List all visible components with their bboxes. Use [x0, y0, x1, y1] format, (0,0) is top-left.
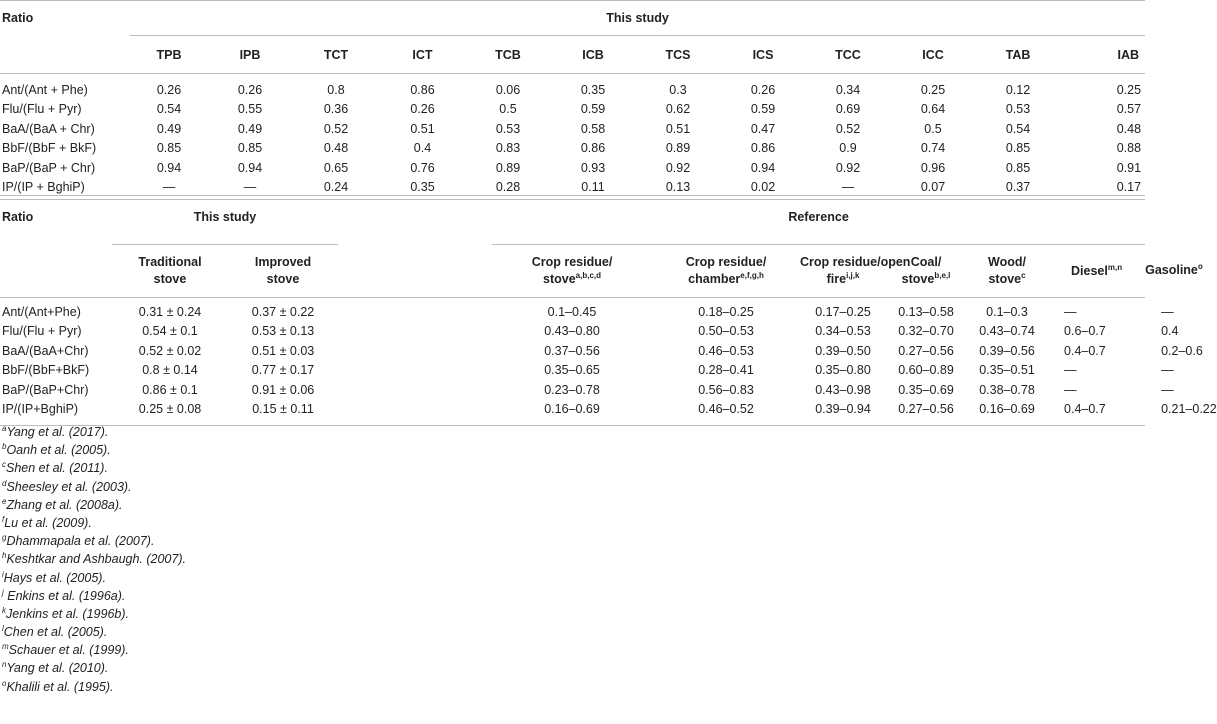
table2-column-header-line2: chamber [688, 272, 741, 286]
table1-column-header: ICB [551, 36, 635, 74]
footnote [2, 569, 186, 587]
table1-cell: 0.58 [580, 121, 606, 136]
table-row: BbF/(BbF+BkF) 0.8 ± 0.14 0.77 ± 0.17 0.35–0.65 0.28–0.41 0.35–0.80 0.60–0.89 0.35–0.51 — — [0, 361, 1145, 381]
table1-column-header: ICC [891, 36, 975, 74]
table-row [0, 119, 1145, 139]
table1-row-label: BaA/(BaA + Chr) [2, 121, 95, 136]
table1-cell: 0.07 [891, 178, 975, 200]
table2-cell: 0.39–0.94 [800, 400, 886, 426]
table2-column-header-line1: Gasoline [1145, 263, 1198, 278]
table2-cell: 0.4–0.7 [1048, 400, 1145, 426]
table2-column-header-line2: stove [901, 272, 935, 286]
footnote-mark: b [2, 442, 7, 452]
table2-cell: 0.77 ± 0.17 [251, 363, 315, 378]
table2-cell: 0.43–0.98 [815, 382, 871, 397]
table2-cell: 0.27–0.56 [898, 343, 954, 358]
table1-cell: 0.91 [1116, 160, 1142, 175]
footnote-text: Hays et al. (2005). [3, 570, 106, 585]
table1-cell: 0.49 [237, 121, 263, 136]
table1-cell: 0.28 [465, 178, 551, 200]
table1-cell: 0.51 [410, 121, 435, 136]
footnote [2, 514, 186, 532]
table2-column-header-line1: Crop residue/ [531, 255, 613, 269]
table2-cell: 0.91 ± 0.06 [251, 382, 315, 397]
table1-row-label: BbF/(BbF + BkF) [2, 141, 97, 156]
footnote-mark: d [2, 478, 7, 488]
table1-cell: 0.26 [750, 82, 776, 97]
table-row [0, 100, 1145, 120]
footnote-mark: k [2, 605, 6, 615]
ratio-table-this-study [0, 0, 1145, 200]
table1-cell: 0.06 [495, 82, 521, 97]
table2-cell: 0.56–0.83 [698, 382, 754, 397]
table1-cell: 0.17 [1061, 178, 1145, 200]
table1-cell: 0.86 [410, 82, 435, 97]
footnote-text: Schauer et al. (1999). [8, 643, 129, 658]
table2-cell: 0.51 ± 0.03 [251, 343, 315, 358]
table1-row-label: IP/(IP + BghiP) [0, 178, 130, 200]
table1-cell: 0.59 [750, 102, 776, 117]
table2-this-study-header: This study [112, 196, 338, 245]
table1-row-label: Ant/(Ant + Phe) [2, 82, 88, 97]
table2-cell: 0.34–0.53 [815, 324, 871, 339]
ratio-table-comparison [0, 195, 1217, 426]
table1-cell: 0.49 [156, 121, 182, 136]
table-row: BaP/(BaP+Chr) 0.86 ± 0.1 0.91 ± 0.06 0.23–0.78 0.56–0.83 0.43–0.98 0.35–0.69 0.38–0.78 — — [0, 380, 1145, 400]
table1-ratio-header: Ratio [0, 1, 130, 36]
table2-column-header [966, 245, 1048, 298]
footnote [2, 496, 186, 514]
table1-cell: — [805, 178, 891, 200]
footnote [2, 459, 186, 477]
footnote-mark: c [2, 460, 6, 470]
table1-cell: 0.62 [665, 102, 691, 117]
table2-cell: 0.1–0.3 [986, 304, 1028, 319]
table1-cell: 0.69 [835, 102, 861, 117]
table2-column-header [800, 245, 911, 298]
table1-cell: — [208, 178, 292, 200]
table2-column-header [886, 245, 966, 298]
table2-column-header [1048, 245, 1145, 298]
table2-column-header-line1: Improved [254, 255, 312, 269]
reference-superscript: i,j,k [846, 271, 860, 280]
footnote-text: Jenkins et al. (1996b). [6, 606, 129, 621]
table2-cell: 0.13–0.58 [898, 304, 954, 319]
table1-cell: 0.11 [551, 178, 635, 200]
table2-cell: 0.8 ± 0.14 [142, 363, 198, 378]
table1-column-header: TCC [805, 36, 891, 74]
table2-column-header-line2: stove [988, 272, 1022, 286]
table2-row-label: BbF/(BbF+BkF) [2, 363, 90, 378]
table-row [0, 158, 1145, 178]
table2-cell: 0.46–0.53 [698, 343, 754, 358]
table1-column-header: ICS [721, 36, 805, 74]
table1-cell: 0.53 [1005, 102, 1031, 117]
table1-cell: 0.3 [669, 82, 687, 97]
table1-cell: 0.25 [1116, 82, 1142, 97]
table2-row-label: Ant/(Ant+Phe) [2, 304, 81, 319]
table-row [0, 139, 1145, 159]
table1-cell: 0.85 [156, 141, 182, 156]
table2-cell: 0.23–0.78 [544, 382, 600, 397]
reference-superscript: o [1197, 262, 1203, 272]
table2-column-header-line2: stove [266, 272, 300, 286]
table1-cell: 0.52 [835, 121, 861, 136]
table1-cell: 0.89 [495, 160, 521, 175]
table-row: Ant/(Ant+Phe) 0.31 ± 0.24 0.37 ± 0.22 0.1–0.45 0.18–0.25 0.17–0.25 0.13–0.58 0.1–0.3 — — [0, 298, 1145, 322]
table2-row-label: Flu/(Flu + Pyr) [2, 324, 82, 339]
table2-cell: 0.39–0.56 [979, 343, 1035, 358]
table-row: Flu/(Flu + Pyr) 0.54 ± 0.1 0.53 ± 0.13 0.43–0.80 0.50–0.53 0.34–0.53 0.32–0.70 0.43–0.74 0.6–0.7 0.4 [0, 322, 1145, 342]
table2-cell: — [1064, 382, 1077, 397]
footnote [2, 478, 186, 496]
table2-column-header [112, 245, 228, 298]
table1-column-header: TPB [130, 36, 208, 74]
table1-cell: 0.51 [665, 121, 691, 136]
footnote-text: Zhang et al. (2008a). [6, 497, 123, 512]
table1-column-header: TCT [292, 36, 380, 74]
table2-cell: 0.37–0.56 [544, 343, 600, 358]
table2-reference-header: Reference [492, 196, 1145, 245]
table1-cell: 0.13 [635, 178, 721, 200]
table1-cell: 0.26 [156, 82, 182, 97]
footnote [2, 532, 186, 550]
table2-column-header-line2: stove [153, 272, 187, 286]
table1-cell: 0.92 [835, 160, 861, 175]
footnote [2, 587, 186, 605]
table1-cell: 0.55 [237, 102, 263, 117]
footnote-mark: i [2, 569, 4, 579]
footnote-mark: l [2, 624, 4, 634]
table1-cell: 0.37 [975, 178, 1061, 200]
table1-cell: 0.36 [323, 102, 349, 117]
footnote-mark: h [2, 551, 7, 561]
table2-cell: 0.35–0.65 [544, 363, 600, 378]
table1-cell: 0.4 [413, 141, 432, 156]
table1-cell: 0.94 [237, 160, 263, 175]
table2-cell: 0.25 ± 0.08 [112, 400, 228, 426]
table2-cell: 0.18–0.25 [698, 304, 754, 319]
table1-cell: 0.47 [750, 121, 776, 136]
table1-column-header: IPB [208, 36, 292, 74]
footnote [2, 623, 186, 641]
footnote-mark: g [2, 533, 7, 543]
footnote-text: Oanh et al. (2005). [6, 443, 111, 458]
footnote-text: Yang et al. (2010). [6, 661, 109, 676]
table2-column-header-line1: Diesel [1071, 263, 1108, 278]
table2-column-header-line1: Crop residue/ [685, 255, 767, 269]
table1-cell: 0.85 [1005, 141, 1031, 156]
table1-column-header: TCB [465, 36, 551, 74]
footnote-mark: a [2, 424, 7, 433]
reference-superscript: b,e,l [934, 271, 951, 280]
table1-row-label: Flu/(Flu + Pyr) [2, 102, 82, 117]
table1-cell: 0.96 [920, 160, 946, 175]
table2-cell: 0.39–0.50 [815, 343, 871, 358]
table2-cell: 0.16–0.69 [966, 400, 1048, 426]
footnote [2, 550, 186, 568]
table1-column-header: TCS [635, 36, 721, 74]
table2-cell: 0.35–0.51 [979, 363, 1035, 378]
table2-cell: — [1064, 304, 1077, 319]
table2-cell: 0.16–0.69 [492, 400, 652, 426]
table1-cell: 0.24 [292, 178, 380, 200]
table1-cell: 0.89 [665, 141, 691, 156]
table1-cell: 0.5 [924, 121, 942, 136]
footnote-text: Chen et al. (2005). [3, 625, 108, 640]
table1-cell: 0.54 [156, 102, 182, 117]
table2-cell: 0.43–0.80 [544, 324, 600, 339]
table1-cell: 0.52 [323, 121, 349, 136]
footnote-text: Yang et al. (2017). [6, 425, 109, 439]
table2-cell: 0.32–0.70 [898, 324, 954, 339]
table1-cell: 0.86 [580, 141, 606, 156]
table2-column-header-line1: Crop residue/open [800, 255, 911, 269]
table1-cell: 0.85 [237, 141, 263, 156]
table-row [0, 74, 1145, 100]
table2-cell: 0.60–0.89 [898, 363, 954, 378]
table1-cell: 0.92 [665, 160, 691, 175]
table1-cell: 0.53 [495, 121, 521, 136]
table1-cell: 0.25 [920, 82, 946, 97]
table2-cell: 0.54 ± 0.1 [142, 324, 198, 339]
table2-cell: 0.38–0.78 [979, 382, 1035, 397]
footnote-text: Sheesley et al. (2003). [6, 479, 132, 494]
table2-cell: — [1064, 363, 1077, 378]
table2-row-label: BaP/(BaP+Chr) [2, 382, 89, 397]
footnote-text: Lu et al. (2009). [4, 515, 92, 530]
table2-cell: 0.6–0.7 [1064, 324, 1106, 339]
table2-cell: 0.53 ± 0.13 [251, 324, 315, 339]
footnote-mark: o [2, 678, 7, 688]
table1-cell: 0.12 [1005, 82, 1031, 97]
table2-column-header-line1: Coal/ [910, 255, 942, 269]
footnote-text: Keshtkar and Ashbaugh. (2007). [6, 552, 186, 567]
table1-cell: 0.26 [237, 82, 263, 97]
table2-column-header-line1: Wood/ [988, 255, 1026, 269]
table2-cell: 0.17–0.25 [815, 304, 871, 319]
table1-cell: 0.35 [580, 82, 606, 97]
footnote-text: Khalili et al. (1995). [6, 679, 114, 694]
table2-column-header [652, 245, 800, 298]
table1-cell: 0.94 [750, 160, 776, 175]
table2-column-header [492, 245, 652, 298]
footnotes [2, 423, 186, 696]
footnote [2, 441, 186, 459]
table2-column-header-line1: Traditional [138, 255, 202, 269]
table2-cell: 0.35–0.69 [898, 382, 954, 397]
table1-cell: 0.9 [839, 141, 857, 156]
table1-cell: 0.76 [410, 160, 435, 175]
table1-cell: 0.5 [499, 102, 517, 117]
reference-superscript: m,n [1107, 262, 1123, 272]
table1-cell: 0.94 [156, 160, 182, 175]
table1-cell: 0.35 [380, 178, 465, 200]
table1-row-label: BaP/(BaP + Chr) [2, 160, 96, 175]
table2-cell: 0.28–0.41 [698, 363, 754, 378]
table1-cell: 0.48 [1116, 121, 1142, 136]
table2-row-label: IP/(IP+BghiP) [0, 400, 112, 426]
table2-column-header-line2: fire [826, 272, 847, 286]
table1-cell: 0.54 [1005, 121, 1031, 136]
table-row: BaA/(BaA+Chr) 0.52 ± 0.02 0.51 ± 0.03 0.37–0.56 0.46–0.53 0.39–0.50 0.27–0.56 0.39–0.56 0.4–0.7 0.2–0.6 [0, 341, 1145, 361]
footnote-text: Enkins et al. (1996a). [3, 588, 126, 603]
table2-cell: 0.31 ± 0.24 [138, 304, 202, 319]
table2-cell: 0.15 ± 0.11 [228, 400, 338, 426]
table2-cell: 0.50–0.53 [698, 324, 754, 339]
reference-superscript: c [1021, 271, 1026, 280]
footnote-mark: j [2, 587, 4, 597]
table1-cell: 0.26 [410, 102, 435, 117]
table1-cell: 0.59 [580, 102, 606, 117]
table2-ratio-header: Ratio [0, 196, 112, 245]
footnote [2, 423, 186, 441]
footnote-text: Shen et al. (2011). [6, 461, 108, 476]
table2-cell: 0.27–0.56 [886, 400, 966, 426]
table1-cell: 0.8 [327, 82, 345, 97]
table2-column-header [228, 245, 338, 298]
table2-cell: 0.37 ± 0.22 [251, 304, 315, 319]
table1-cell: 0.93 [580, 160, 606, 175]
table2-cell: 0.52 ± 0.02 [138, 343, 202, 358]
table1-cell: 0.74 [920, 141, 946, 156]
table1-cell: — [130, 178, 208, 200]
table1-column-header: TAB [975, 36, 1061, 74]
table1-cell: 0.65 [323, 160, 349, 175]
table1-cell: 0.57 [1116, 102, 1142, 117]
table2-cell: 0.1–0.45 [547, 304, 597, 319]
footnote [2, 605, 186, 623]
table1-cell: 0.48 [323, 141, 349, 156]
footnote-mark: m [2, 642, 9, 652]
table2-cell: 0.46–0.52 [652, 400, 800, 426]
table2-cell: 0.35–0.80 [815, 363, 871, 378]
footnote [2, 659, 186, 677]
table1-column-header: ICT [380, 36, 465, 74]
table1-cell: 0.86 [750, 141, 776, 156]
footnote [2, 641, 186, 659]
footnote-mark: f [2, 514, 5, 524]
footnote-text: Dhammapala et al. (2007). [6, 534, 155, 549]
table2-column-header-line2: stove [543, 272, 576, 286]
footnote-mark: n [2, 660, 7, 670]
reference-superscript: a,b,c,d [575, 271, 602, 280]
footnote [2, 678, 186, 696]
table1-cell: 0.85 [1005, 160, 1031, 175]
table-row: IP/(IP+BghiP) 0.25 ± 0.08 0.15 ± 0.11 0.16–0.69 0.46–0.52 0.39–0.94 0.27–0.56 0.16–0.69 0.4–0.7 0.21–0.22 [0, 400, 1145, 426]
table2-row-label: BaA/(BaA+Chr) [2, 343, 89, 358]
table1-cell: 0.83 [495, 141, 521, 156]
table1-this-study-header: This study [130, 1, 1145, 36]
table1-cell: 0.34 [835, 82, 861, 97]
table1-column-header: IAB [1061, 36, 1145, 74]
table2-cell: 0.4–0.7 [1064, 343, 1106, 358]
footnote-mark: e [2, 496, 7, 506]
table1-cell: 0.88 [1116, 141, 1142, 156]
table2-cell: 0.43–0.74 [979, 324, 1035, 339]
table2-cell: 0.86 ± 0.1 [142, 382, 198, 397]
reference-superscript: e,f,g,h [740, 271, 764, 280]
table1-cell: 0.02 [721, 178, 805, 200]
table1-cell: 0.64 [920, 102, 946, 117]
